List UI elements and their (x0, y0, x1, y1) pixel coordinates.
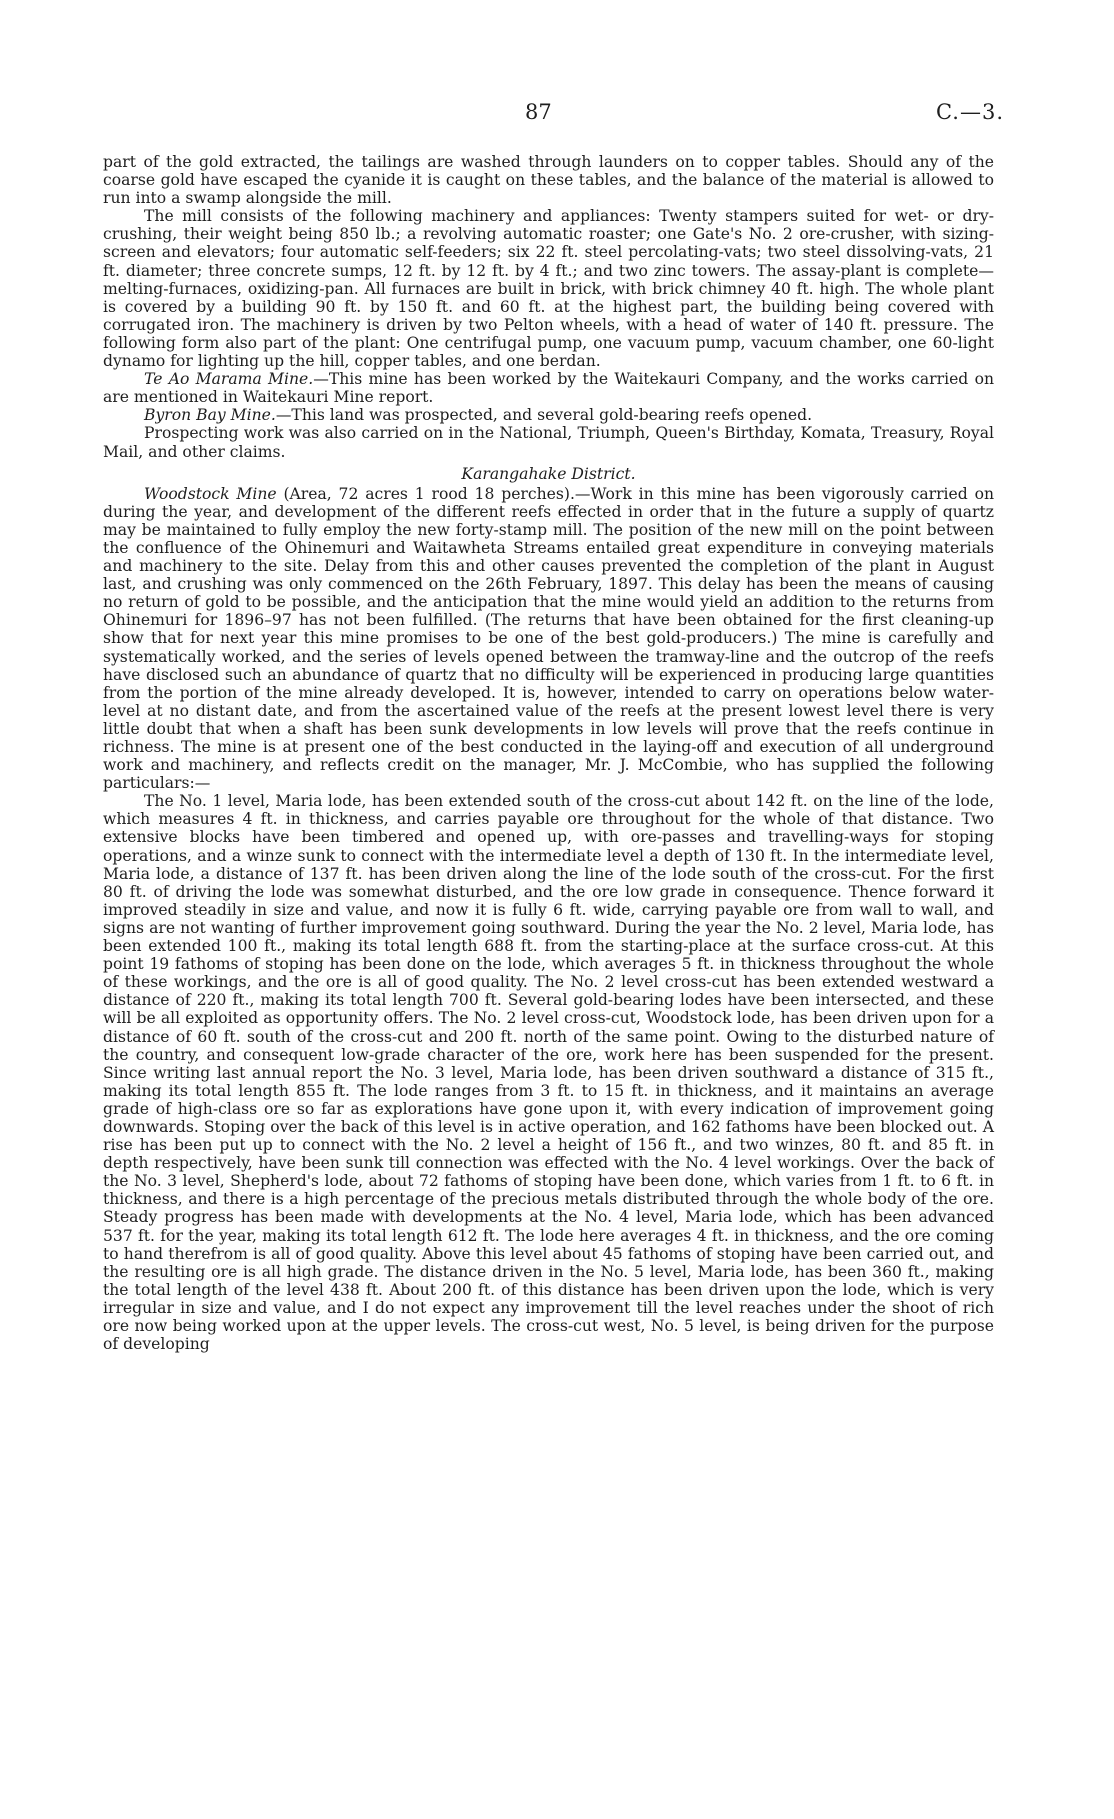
paragraph-prospecting: Prospecting work was also carried on in the National, Triumph, Queen's Birthday, Komata, Treasury, Royal Mail, and other claims. (103, 424, 994, 461)
paragraph-mill-machinery: The mill consists of the following machinery and appliances: Twenty stampers suited for wet- or dry-crushing, their weight being 850 lb.; a revolving automatic roaster; one Gate's No. 2 ore-crusher, with sizing-screen and elevators; four automatic self-feeders; six 22 ft. steel percolating-vats; two steel dissolving-vats, 21 ft. diameter; three concrete sumps, 12 ft. by 12 ft. by 4 ft.; and two zinc towers. The assay-plant is complete—melting-furnaces, oxidizing-pan. All furnaces are built in brick, with brick chimney 40 ft. high. The whole plant is covered by a building 90 ft. by 150 ft. and 60 ft. at the highest part, the building being covered with corrugated iron. The machinery is driven by two Pelton wheels, with a head of water of 140 ft. pressure. The following form also part of the plant: One centrifugal pump, one vacuum pump, vacuum chamber, one 60-light dynamo for lighting up the hill, copper tables, and one berdan. (103, 207, 994, 371)
paragraph-byron-bay-text: —This land was prospected, and several gold-bearing reefs opened. (275, 406, 813, 425)
page-header (0, 100, 1114, 130)
paragraph-byron-bay (103, 406, 994, 424)
paragraph-gold-extraction: part of the gold extracted, the tailings are washed through launders on to copper tables. Should any of the coarse gold have escaped the cyanide it is caught on these tables, and the balance of the material is allowed to run into a swamp alongside the mill. (103, 153, 994, 208)
paragraph-te-ao-marama-text: —This mine has been worked by the Waitekauri Company, and the works carried on are mentioned in Waitekauri Mine report. (103, 370, 995, 407)
mine-name-byron-bay: Byron Bay Mine. (144, 406, 276, 425)
series-reference: C.—3. (935, 100, 1004, 124)
paragraph-levels-report: The No. 1 level, Maria lode, has been extended south of the cross-cut about 142 ft. on the line of the lode, which measures 4 ft. in thickness, and carries payable ore throughout for the whole of that distance. Two extensive blocks have been timbered and opened up, with ore-passes and travelling-ways for stoping operations, and a winze sunk to connect with the intermediate level a depth of 130 ft. In the intermediate level, Maria lode, a distance of 137 ft. has been driven along the line of the lode south of the cross-cut. For the first 80 ft. of driving the lode was somewhat disturbed, and the ore low grade in consequence. Thence forward it improved steadily in size and value, and now it is fully 6 ft. wide, carrying payable ore from wall to wall, and signs are not wanting of further improvement going southward. During the year the No. 2 level, Maria lode, has been extended 100 ft., making its total length 688 ft. from the starting-place at the surface cross-cut. At this point 19 fathoms of stoping has been done on the lode, which averages 5 ft. in thickness throughout the whole of these workings, and the ore is all of good quality. The No. 2 level cross-cut has been extended westward a distance of 220 ft., making its total length 700 ft. Several gold-bearing lodes have been intersected, and these will be all exploited as opportunity offers. The No. 2 level cross-cut, Woodstock lode, has been driven upon for a distance of 60 ft. south of the cross-cut and 200 ft. north of the same point. Owing to the disturbed nature of the country, and consequent low-grade character of the ore, work here has been suspended for the present. Since writing last annual report the No. 3 level, Maria lode, has been driven southward a distance of 315 ft., making its total length 855 ft. The lode ranges from 3 ft. to 15 ft. in thickness, and it maintains an average grade of high-class ore so far as explorations have gone upon it, with every indication of improvement going downwards. Stoping over the back of this level is in active operation, and 162 fathoms have been blocked out. A rise has been put up to connect with the No. 2 level a height of 156 ft., and two winzes, 80 ft. and 85 ft. in depth respectively, have been sunk till connection was effected with the No. 4 level workings. Over the back of the No. 3 level, Shepherd's lode, about 72 fathoms of stoping have been done, which varies from 1 ft. to 6 ft. in thickness, and there is a high percentage of the precious metals distributed through the whole body of the ore. Steady progress has been made with developments at the No. 4 level, Maria lode, which has been advanced 537 ft. for the year, making its total length 612 ft. The lode here averages 4 ft. in thickness, and the ore coming to hand therefrom is all of good quality. Above this level about 45 fathoms of stoping have been carried out, and the resulting ore is all high grade. The distance driven in the No. 5 level, Maria lode, has been 360 ft., making the total length of the level 438 ft. About 200 ft. of this distance has been driven upon the lode, which is very irregular in size and value, and I do not expect any improvement till the level reaches under the shoot of rich ore now being worked upon at the upper levels. The cross-cut west, No. 5 level, is being driven for the purpose of developing (103, 792, 994, 1354)
district-heading: Karangahake District. (461, 464, 636, 483)
paragraph-woodstock (103, 485, 994, 793)
paragraph-te-ao-marama (103, 370, 994, 406)
mine-name-te-ao-marama: Te Ao Marama Mine. (144, 370, 314, 389)
body-text (103, 153, 994, 1353)
mine-name-woodstock: Woodstock Mine (144, 484, 277, 503)
page-number: 87 (525, 100, 552, 124)
paragraph-woodstock-text: (Area, 72 acres 1 rood 18 perches).—Work in this mine has been vigorously carried on during the year, and development of the different reefs effected in order that in the future a supply of quartz may be maintained to fully employ the new forty-stamp mill. The position of the new mill on the point between the confluence of the Ohinemuri and Waitawheta Streams entailed great expenditure in conveying materials and machinery to the site. Delay from this and other causes prevented the completion of the plant in August last, and crushing was only commenced on the 26th February, 1897. This delay has been the means of causing no return of gold to be possible, and the anticipation that the mine would yield an addition to the returns from Ohinemuri for 1896–97 has not been fulfilled. (The returns that have been obtained for the first cleaning-up show that for next year this mine promises to be one of the best gold-producers.) The mine is carefully and systematically worked, and the series of levels opened between the tramway-line and the outcrop of the reefs have disclosed such an abundance of quartz that no difficulty will be experienced in producing large quantities from the portion of the mine already developed. It is, however, intended to carry on operations below water-level at no distant date, and from the ascertained value of the reefs at the present lowest level there is very little doubt that when a shaft has been sunk developments in low levels will prove that the reefs continue in richness. The mine is at present one of the best conducted in the laying-off and execution of all underground work and machinery, and reflects credit on the manager, Mr. J. McCombie, who has supplied the following particulars:— (103, 484, 995, 793)
